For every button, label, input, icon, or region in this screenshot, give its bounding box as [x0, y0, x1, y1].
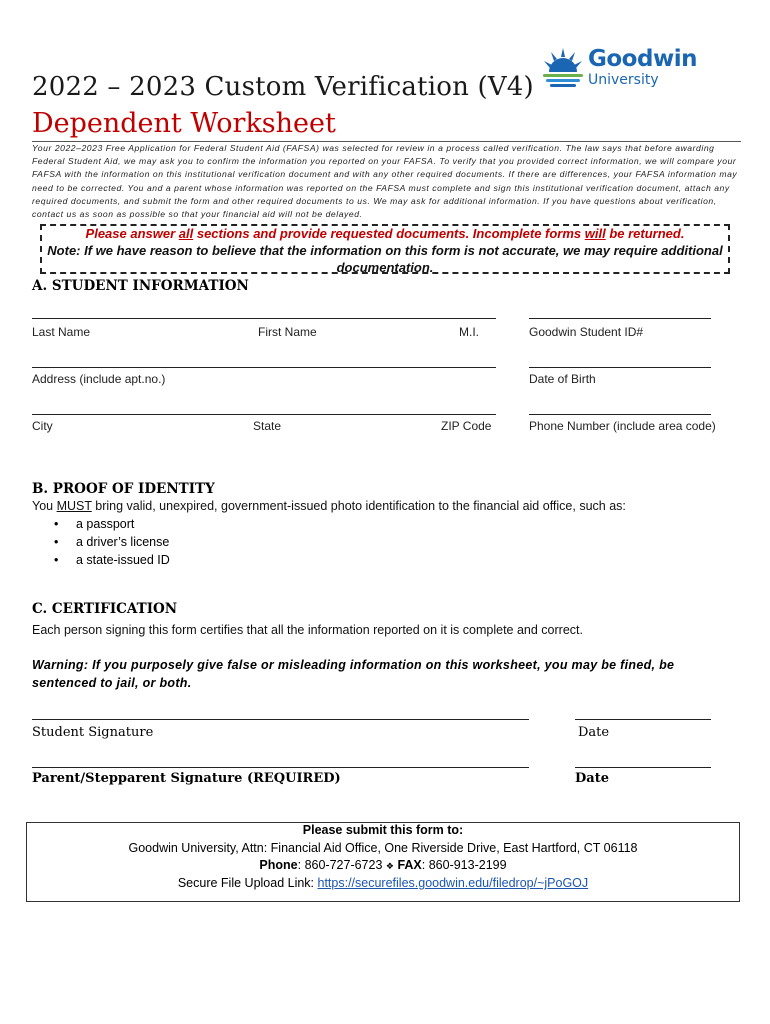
- goodwin-logo: [540, 44, 586, 90]
- bullet-icon: •: [54, 535, 59, 549]
- zip-label: ZIP Code: [441, 419, 492, 433]
- student-date-label: Date: [578, 725, 610, 740]
- list-item-label: a state-issued ID: [76, 553, 170, 567]
- submit-heading: Please submit this form to:: [302, 823, 464, 837]
- diamond-icon: ❖: [385, 861, 394, 871]
- list-item-label: a driver’s license: [76, 535, 170, 549]
- section-c-heading: C. CERTIFICATION: [32, 601, 178, 617]
- last-name-label: Last Name: [32, 325, 91, 339]
- list-item: [54, 535, 169, 549]
- notice-text-1: Please answer: [85, 226, 179, 241]
- student-id-line[interactable]: [529, 318, 711, 319]
- dob-line[interactable]: [529, 367, 711, 368]
- list-item: [54, 553, 170, 567]
- list-item: [54, 517, 134, 531]
- student-signature-label: Student Signature: [32, 725, 154, 740]
- name-line[interactable]: [32, 318, 496, 319]
- address-line[interactable]: [32, 367, 496, 368]
- bullet-icon: •: [54, 553, 59, 567]
- mi-label: M.I.: [459, 325, 479, 339]
- parent-signature-line[interactable]: [32, 767, 529, 768]
- fax-number: : 860-913-2199: [421, 858, 507, 872]
- submit-address: Goodwin University, Attn: Financial Aid Office, One Riverside Drive, East Hartford, CT 06118: [128, 841, 638, 855]
- proof-text-post: bring valid, unexpired, government-issued photo identification to the financial aid office, such as:: [91, 499, 626, 513]
- student-date-line[interactable]: [575, 719, 711, 720]
- student-signature-line[interactable]: [32, 719, 529, 720]
- submit-contact: [26, 858, 740, 872]
- state-label: State: [253, 419, 282, 433]
- warning-text: Warning: If you purposely give false or misleading information on this worksheet, you may be fined, be sentenced to jail, or both.: [32, 658, 675, 690]
- notice-text-2: sections and provide requested documents. Incomplete forms: [193, 226, 585, 241]
- phone-label: Phone: [259, 858, 298, 872]
- address-label: Address (include apt.no.): [32, 372, 166, 386]
- upload-label: Secure File Upload Link:: [177, 876, 318, 890]
- section-b-heading: B. PROOF OF IDENTITY: [32, 481, 215, 497]
- certification-text: Each person signing this form certifies that all the information reported on it is complete and correct.: [32, 623, 583, 637]
- fax-label: FAX: [393, 858, 422, 872]
- notice-text-3: be returned.: [605, 226, 685, 241]
- proof-text-must: MUST: [56, 499, 92, 513]
- parent-date-line[interactable]: [575, 767, 711, 768]
- parent-date-label: Date: [575, 771, 609, 786]
- intro-paragraph: Your 2022–2023 Free Application for Federal Student Aid (FAFSA) was selected for review in a process called verification. The law says that before awarding Federal Student Aid, we may ask you to confirm the information you reported on your FAFSA. To verify that you provided correct information, we will compare your FAFSA with the information on this institutional verification document and with any other required documents. If there are differences, your FAFSA information may need to be corrected. You and a parent whose information was reported on the FAFSA must complete and sign this institutional verification document, attach any required documents, and submit the form and other required documents to us. We may ask for additional information. If you have questions about verification, contact us as soon as possible so that your financial aid will not be delayed.: [32, 143, 738, 220]
- logo-name: Goodwin: [588, 46, 697, 72]
- dob-label: Date of Birth: [529, 372, 596, 386]
- proof-text-pre: You: [32, 499, 57, 513]
- phone-line[interactable]: [529, 414, 711, 415]
- submit-upload: [26, 876, 740, 890]
- notice-will: will: [584, 226, 606, 241]
- upload-link[interactable]: https://securefiles.goodwin.edu/filedrop/~jPoGOJ: [317, 876, 589, 890]
- student-id-label: Goodwin Student ID#: [529, 325, 644, 339]
- parent-signature-label: Parent/Stepparent Signature (REQUIRED): [32, 771, 341, 786]
- phone-number: : 860-727-6723: [297, 858, 386, 872]
- first-name-label: First Name: [258, 325, 317, 339]
- page-subtitle: Dependent Worksheet: [32, 108, 336, 139]
- notice-line-1: [40, 226, 730, 241]
- notice-line-2: Note: If we have reason to believe that the information on this form is not accurate, we may require additional documentation.: [47, 243, 723, 275]
- sunrise-logo-icon: [540, 44, 586, 90]
- phone-label: Phone Number (include area code): [529, 419, 716, 433]
- list-item-label: a passport: [76, 517, 135, 531]
- city-state-zip-line[interactable]: [32, 414, 496, 415]
- proof-of-identity-text: [32, 499, 626, 513]
- logo-subtitle: University: [588, 72, 659, 88]
- notice-all: all: [178, 226, 194, 241]
- page-title: 2022 – 2023 Custom Verification (V4): [32, 72, 534, 102]
- bullet-icon: •: [54, 517, 59, 531]
- section-a-heading: A. STUDENT INFORMATION: [32, 278, 249, 294]
- city-label: City: [32, 419, 53, 433]
